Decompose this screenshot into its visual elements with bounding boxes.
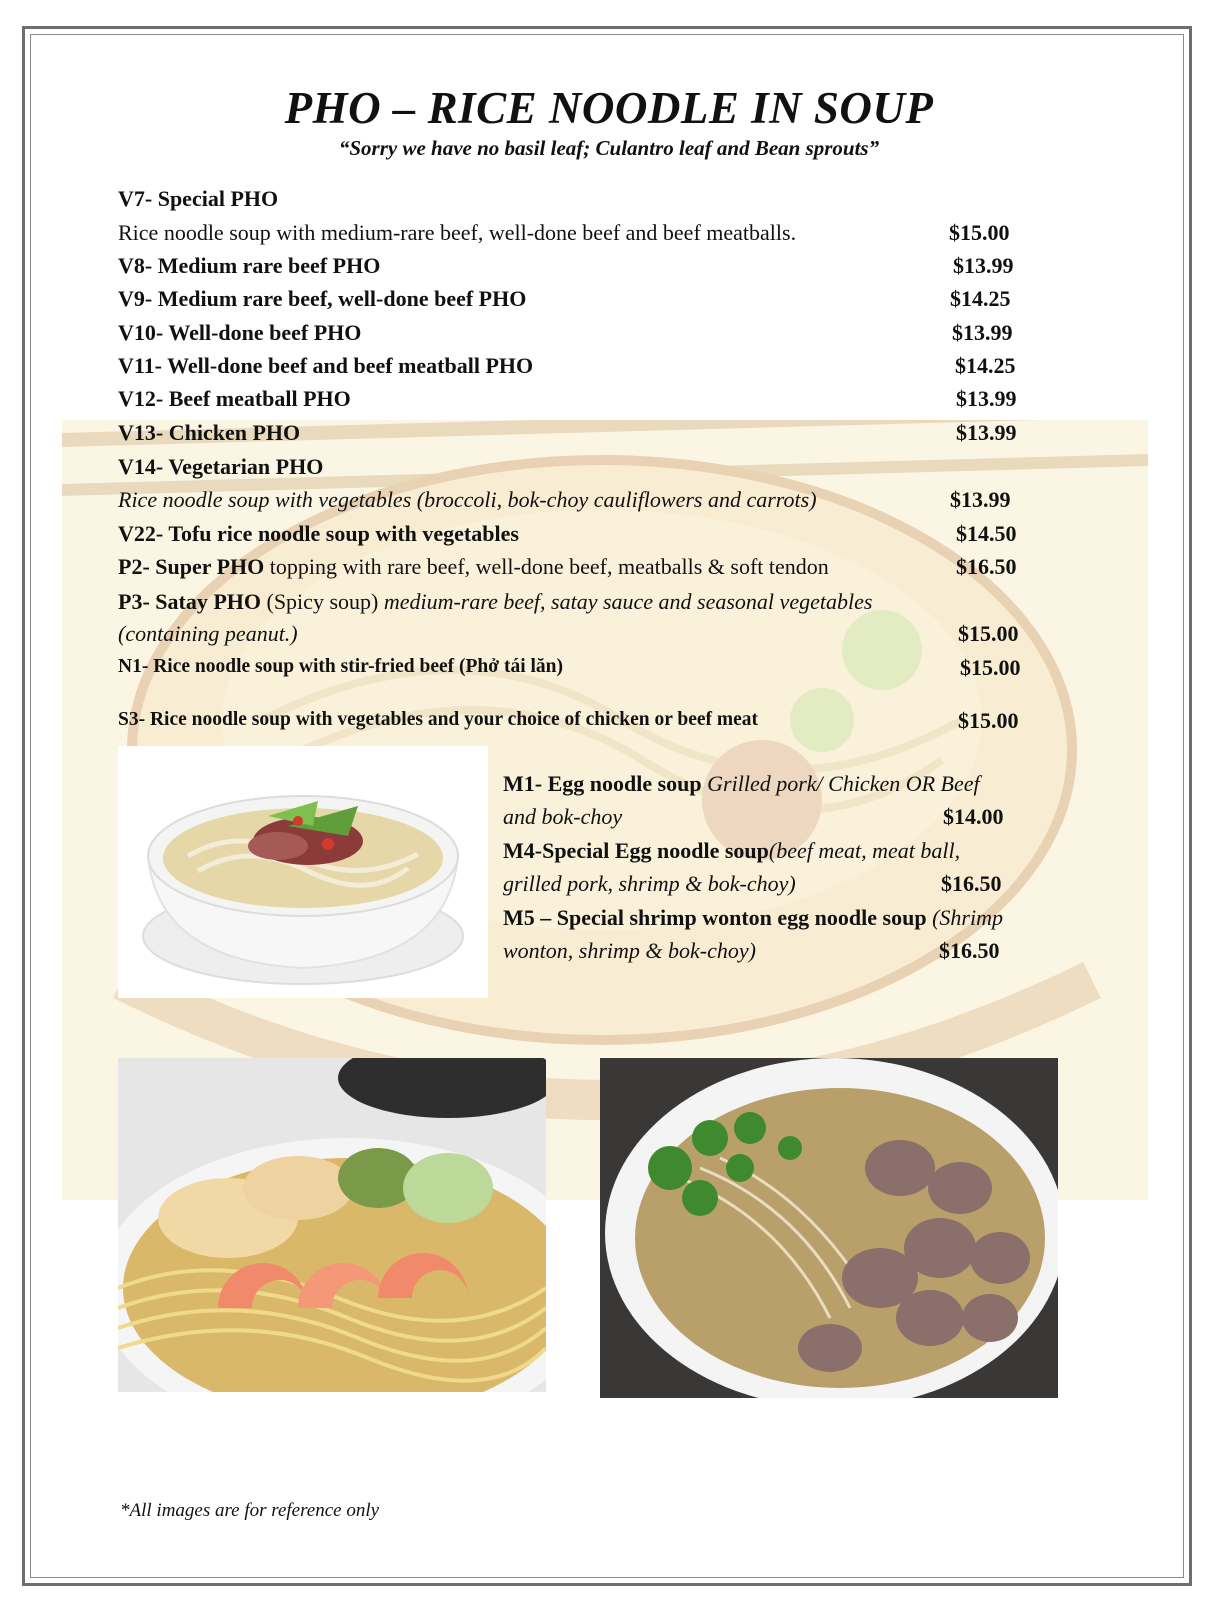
wonton-noodle-photo: [118, 1058, 546, 1392]
menu-item-v9-name: V9- Medium rare beef, well-done beef PHO: [118, 286, 527, 311]
meatball-pho-photo: [600, 1058, 1058, 1398]
menu-item-p2-desc: topping with rare beef, well-done beef, meatballs & soft tendon: [264, 554, 829, 579]
menu-item-m5-price: $16.50: [939, 938, 1000, 963]
menu-item-v9-price: $14.25: [950, 286, 1011, 311]
menu-item-m1: [503, 771, 980, 797]
menu-item-n1-name: N1- Rice noodle soup with stir-fried beef (Phở tái lăn): [118, 656, 563, 677]
footnote: *All images are for reference only: [120, 1500, 380, 1521]
menu-item-n1-price: $15.00: [960, 655, 1021, 680]
menu-item-p3-desc: medium-rare beef, satay sauce and seasonal vegetables: [383, 589, 873, 614]
menu-item-v10-name: V10- Well-done beef PHO: [118, 320, 362, 345]
pho-bowl-photo: [118, 746, 488, 998]
menu-item-p3-name: P3- Satay PHO: [118, 589, 261, 614]
menu-item-v14-price: $13.99: [950, 487, 1011, 512]
menu-item-v13-price: $13.99: [956, 420, 1017, 445]
menu-item-p2-price: $16.50: [956, 554, 1017, 579]
menu-item-m5-desc: (Shrimp: [926, 905, 1003, 930]
menu-item-p3-note: (Spicy soup): [261, 589, 384, 614]
menu-item-m4-desc2: grilled pork, shrimp & bok-choy): [503, 871, 796, 896]
menu-item-m5-name: M5 – Special shrimp wonton egg noodle soup: [503, 905, 927, 930]
menu-item-v22-price: $14.50: [956, 521, 1017, 546]
menu-item-s3-name: S3- Rice noodle soup with vegetables and your choice of chicken or beef meat: [118, 709, 759, 730]
menu-item-p3-desc2: (containing peanut.): [118, 621, 298, 646]
menu-item-p3: [118, 589, 872, 615]
menu-item-v11-name: V11- Well-done beef and beef meatball PHO: [118, 353, 534, 378]
menu-item-p2-name: P2- Super PHO: [118, 554, 265, 579]
menu-item-v12-name: V12- Beef meatball PHO: [118, 386, 351, 411]
menu-item-m5-desc2: wonton, shrimp & bok-choy): [503, 938, 756, 963]
menu-item-m1-price: $14.00: [943, 804, 1004, 829]
menu-item-v7-desc: Rice noodle soup with medium-rare beef, well-done beef and beef meatballs.: [118, 220, 797, 245]
menu-item-v10-price: $13.99: [952, 320, 1013, 345]
menu-item-v7-name: V7- Special PHO: [118, 186, 279, 211]
menu-item-v12-price: $13.99: [956, 386, 1017, 411]
menu-item-m4-desc: (beef meat, meat ball,: [768, 838, 961, 863]
menu-item-m1-desc: Grilled pork/ Chicken OR Beef: [701, 771, 980, 796]
menu-item-v11-price: $14.25: [955, 353, 1016, 378]
menu-item-v8-price: $13.99: [953, 253, 1014, 278]
menu-item-v14-desc: Rice noodle soup with vegetables (broccoli, bok-choy cauliflowers and carrots): [118, 487, 817, 512]
menu-item-v14-name: V14- Vegetarian PHO: [118, 454, 324, 479]
menu-item-m4-name: M4-Special Egg noodle soup: [503, 838, 769, 863]
menu-item-m1-name: M1- Egg noodle soup: [503, 771, 702, 796]
page-subtitle: “Sorry we have no basil leaf; Culantro leaf and Bean sprouts”: [338, 136, 880, 160]
menu-item-p2: [118, 554, 829, 580]
menu-item-m5: [503, 905, 1003, 931]
menu-item-m4-price: $16.50: [941, 871, 1002, 896]
menu-item-v7-price: $15.00: [949, 220, 1010, 245]
menu-item-v13-name: V13- Chicken PHO: [118, 420, 301, 445]
menu-item-v8-name: V8- Medium rare beef PHO: [118, 253, 381, 278]
menu-item-v22-name: V22- Tofu rice noodle soup with vegetables: [118, 521, 519, 546]
menu-item-s3-price: $15.00: [958, 708, 1019, 733]
menu-item-m4: [503, 838, 960, 864]
menu-item-m1-desc2: and bok-choy: [503, 804, 623, 829]
page-title: PHO – RICE NOODLE IN SOUP: [284, 83, 934, 133]
menu-item-p3-price: $15.00: [958, 621, 1019, 646]
